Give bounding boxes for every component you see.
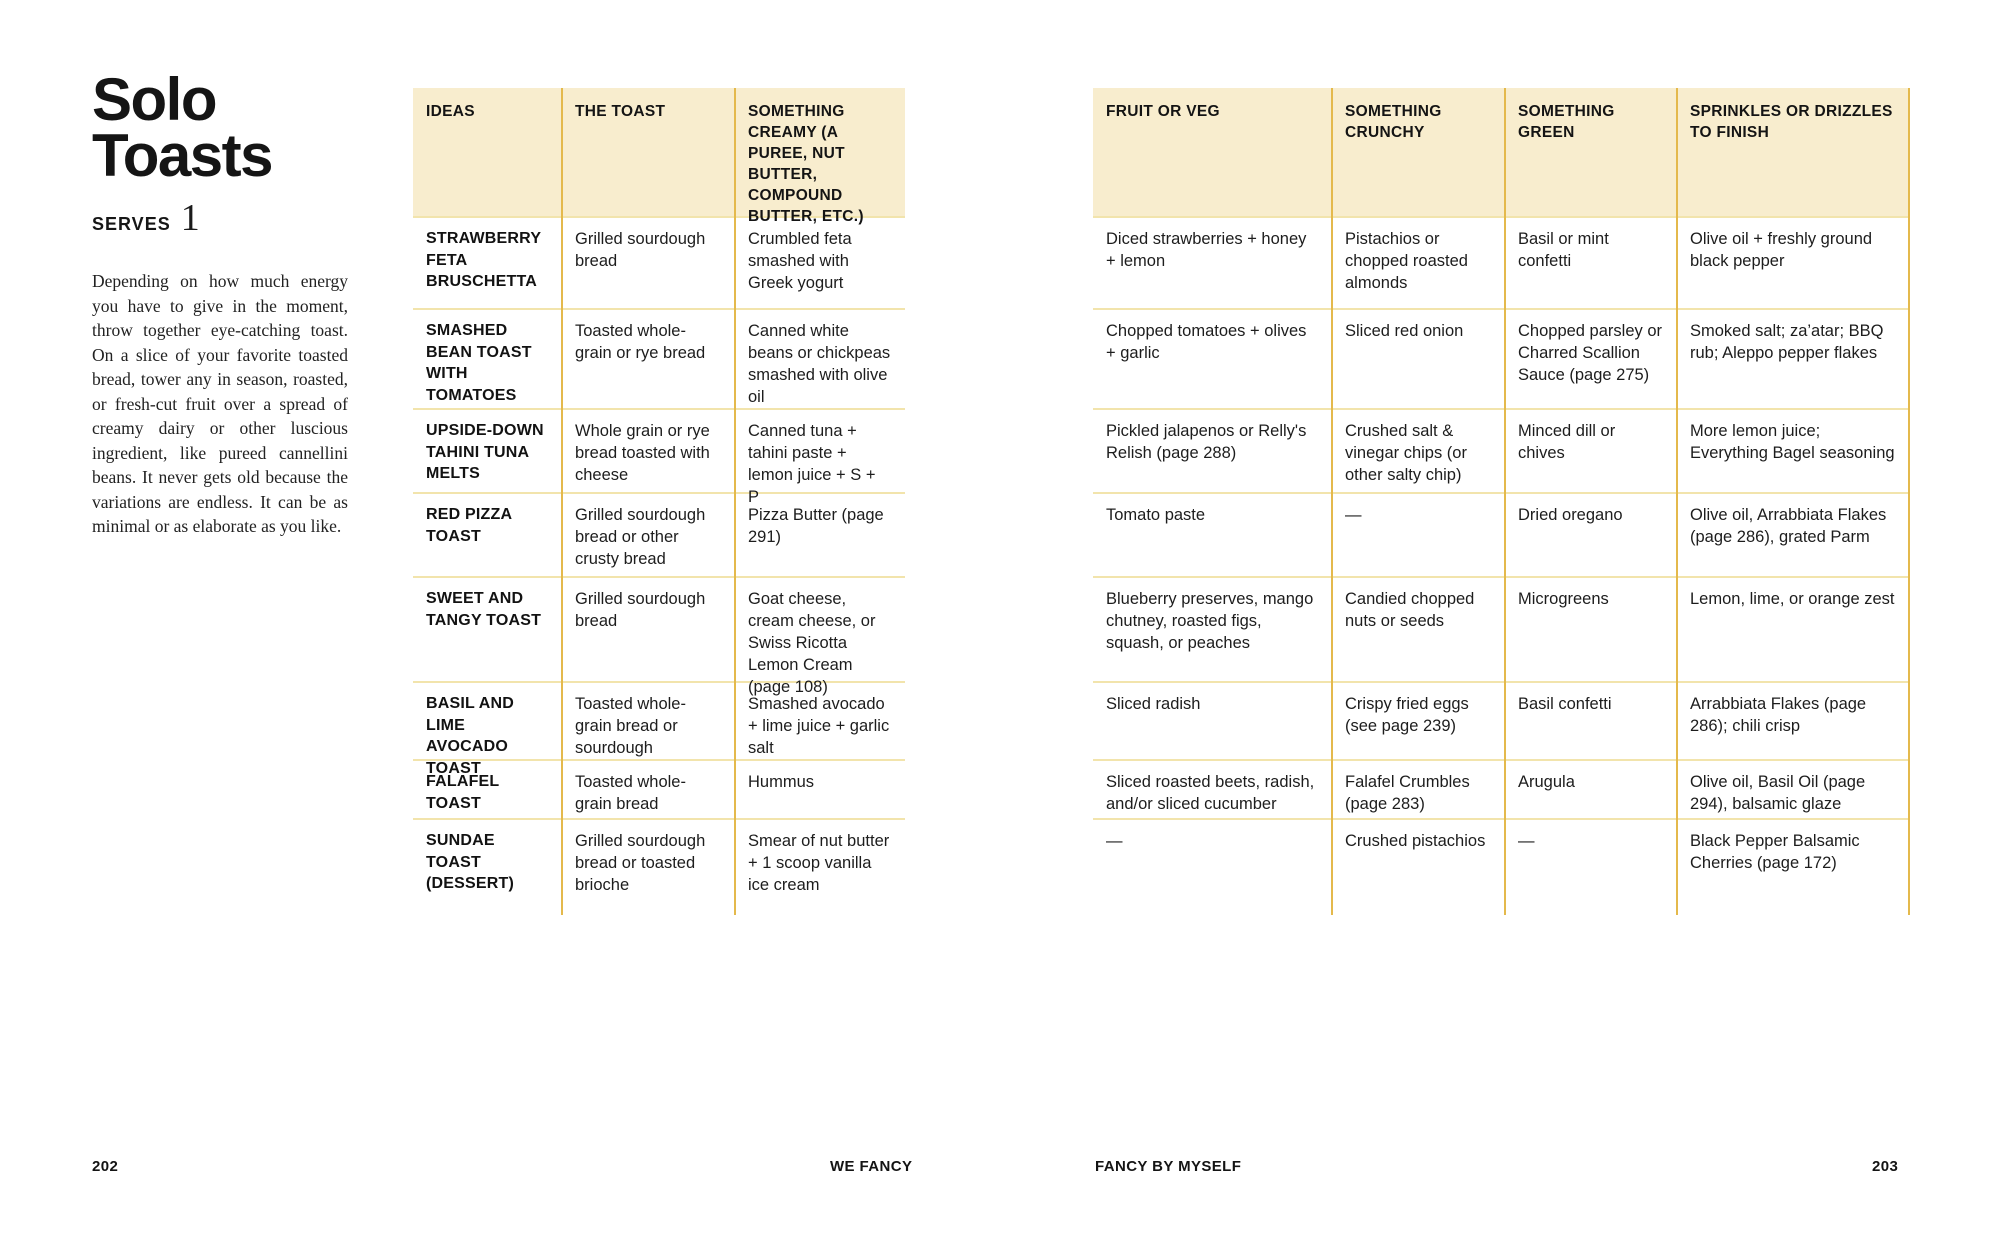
table-cell-fruit: Sliced radish (1106, 695, 1201, 713)
column-divider (561, 88, 563, 915)
table-cell-idea: BASIL AND LIME AVOCADO TOAST (426, 695, 515, 777)
table-cell-toast: Toasted whole-grain bread or sourdough (575, 695, 686, 757)
running-footer-left: WE FANCY (830, 1158, 913, 1175)
table-cell-fruit: Sliced roasted beets, radish, and/or sliced cucumber (1106, 773, 1315, 813)
table-cell-idea: SWEET AND TANGY TOAST (426, 590, 542, 629)
table-cell-sprinkles: Smoked salt; za’atar; BBQ rub; Aleppo pepper flakes (1690, 322, 1884, 362)
table-header-row (1093, 88, 1910, 218)
table-cell-green: Arugula (1518, 773, 1575, 791)
serves-line: SERVES 1 (92, 197, 200, 239)
table-cell-crunchy: Crushed pistachios (1345, 832, 1486, 850)
column-header-ideas: IDEAS (426, 103, 475, 120)
table-header-row (413, 88, 905, 225)
page-number-left: 202 (92, 1158, 119, 1175)
table-cell-toast: Toasted whole-grain or rye bread (575, 322, 706, 362)
column-header-sprinkles: SPRINKLES OR DRIZZLES TO FINISH (1690, 103, 1893, 141)
page-title-line2: Toasts (92, 122, 272, 189)
table-row (1093, 410, 1910, 494)
table-cell-green: Microgreens (1518, 590, 1609, 608)
table-cell-sprinkles: Olive oil, Arrabbiata Flakes (page 286), grated Parm (1690, 506, 1887, 546)
table-row (1093, 683, 1910, 761)
column-divider (1908, 88, 1910, 915)
intro-paragraph: Depending on how much energy you have to give in the moment, throw together eye-catching toast. On a slice of your favorite toasted bread, tower any in season, roasted, or fresh-cut fruit over a spread of creamy dairy or other luscious ingredient, like pureed cannellini beans. It never gets old because the variations are endless. It can be as minimal or as elaborate as you like. (92, 271, 348, 536)
table-cell-green: Dried oregano (1518, 506, 1623, 524)
table-cell-crunchy: — (1345, 506, 1362, 524)
table-cell-fruit: — (1106, 832, 1123, 850)
table-cell-creamy: Crumbled feta smashed with Greek yogurt (748, 230, 852, 292)
toast-table-left (413, 88, 905, 915)
table-cell-idea: RED PIZZA TOAST (426, 506, 512, 545)
table-cell-crunchy: Falafel Crumbles (page 283) (1345, 773, 1470, 813)
column-divider (1331, 88, 1333, 915)
table-row (413, 410, 905, 506)
table-cell-creamy: Pizza Butter (page 291) (748, 506, 884, 546)
table-cell-green: — (1518, 832, 1535, 850)
table-row (413, 683, 905, 777)
column-header-the-toast: THE TOAST (575, 103, 666, 120)
page-title-line1: Solo (92, 66, 216, 133)
table-row (413, 761, 905, 820)
column-header-something-crunchy: SOMETHING CRUNCHY (1345, 103, 1442, 141)
table-cell-green: Minced dill or chives (1518, 422, 1616, 462)
table-cell-toast: Toasted whole-grain bread (575, 773, 686, 813)
table-row (413, 820, 905, 915)
table-cell-toast: Grilled sourdough bread (575, 590, 706, 630)
table-row (1093, 494, 1910, 578)
table-cell-creamy: Smashed avocado + lime juice + garlic salt (748, 695, 890, 757)
table-row (413, 310, 905, 410)
column-header-fruit-or-veg: FRUIT OR VEG (1106, 103, 1220, 120)
column-divider (734, 88, 736, 915)
table-cell-fruit: Chopped tomatoes + olives + garlic (1106, 322, 1307, 362)
table-cell-crunchy: Candied chopped nuts or seeds (1345, 590, 1475, 630)
table-cell-sprinkles: Olive oil, Basil Oil (page 294), balsamic glaze (1690, 773, 1866, 813)
table-cell-sprinkles: Lemon, lime, or orange zest (1690, 590, 1895, 608)
table-cell-green: Basil confetti (1518, 695, 1612, 713)
table-cell-sprinkles: Black Pepper Balsamic Cherries (page 172) (1690, 832, 1860, 872)
table-cell-idea: STRAWBERRY FETA BRUSCHETTA (426, 230, 541, 290)
table-cell-toast: Grilled sourdough bread or toasted brioche (575, 832, 706, 894)
table-cell-crunchy: Crushed salt & vinegar chips (or other salty chip) (1345, 422, 1467, 484)
table-cell-fruit: Diced strawberries + honey + lemon (1106, 230, 1307, 270)
column-header-something-creamy: SOMETHING CREAMY (A PUREE, NUT BUTTER, COMPOUND BUTTER, ETC.) (748, 103, 864, 225)
table-cell-fruit: Pickled jalapenos or Relly's Relish (page 288) (1106, 422, 1307, 462)
table-cell-sprinkles: More lemon juice; Everything Bagel seasoning (1690, 422, 1895, 462)
table-cell-idea: UPSIDE-DOWN TAHINI TUNA MELTS (426, 422, 544, 482)
table-cell-crunchy: Pistachios or chopped roasted almonds (1345, 230, 1468, 292)
table-row (1093, 578, 1910, 683)
page-title (92, 66, 348, 189)
table-cell-idea: FALAFEL TOAST (426, 773, 500, 812)
table-cell-toast: Grilled sourdough bread (575, 230, 706, 270)
table-row (1093, 310, 1910, 410)
table-cell-creamy: Canned tuna + tahini paste + lemon juice + S + P (748, 422, 876, 506)
table-cell-sprinkles: Arrabbiata Flakes (page 286); chili crisp (1690, 695, 1867, 735)
toast-table-right (1093, 88, 1910, 915)
table-cell-idea: SMASHED BEAN TOAST WITH TOMATOES (426, 322, 532, 404)
table-row (1093, 218, 1910, 310)
table-row (413, 218, 905, 310)
table-cell-idea: SUNDAE TOAST (DESSERT) (426, 832, 515, 892)
table-row (1093, 761, 1910, 820)
table-cell-toast: Grilled sourdough bread or other crusty bread (575, 506, 706, 568)
table-cell-creamy: Hummus (748, 773, 815, 791)
intro-column (92, 66, 348, 539)
table-cell-fruit: Blueberry preserves, mango chutney, roasted figs, squash, or peaches (1106, 590, 1314, 652)
table-cell-crunchy: Crispy fried eggs (see page 239) (1345, 695, 1469, 735)
page-number-right: 203 (1872, 1158, 1899, 1175)
column-divider (1676, 88, 1678, 915)
table-cell-sprinkles: Olive oil + freshly ground black pepper (1690, 230, 1873, 270)
table-cell-crunchy: Sliced red onion (1345, 322, 1464, 340)
table-cell-creamy: Smear of nut butter + 1 scoop vanilla ice cream (748, 832, 890, 894)
table-row (413, 578, 905, 696)
column-header-something-green: SOMETHING GREEN (1518, 103, 1615, 141)
column-divider (1504, 88, 1506, 915)
table-cell-green: Chopped parsley or Charred Scallion Sauce (page 275) (1518, 322, 1663, 384)
running-footer-right: FANCY BY MYSELF (1095, 1158, 1242, 1175)
table-row (413, 494, 905, 578)
table-row (1093, 820, 1910, 915)
table-cell-creamy: Goat cheese, cream cheese, or Swiss Ricotta Lemon Cream (page 108) (748, 590, 876, 696)
table-cell-green: Basil or mint confetti (1518, 230, 1609, 270)
table-cell-toast: Whole grain or rye bread toasted with cheese (575, 422, 710, 484)
table-cell-fruit: Tomato paste (1106, 506, 1206, 524)
serves-label: SERVES (92, 214, 171, 234)
table-cell-creamy: Canned white beans or chickpeas smashed with olive oil (748, 322, 891, 406)
